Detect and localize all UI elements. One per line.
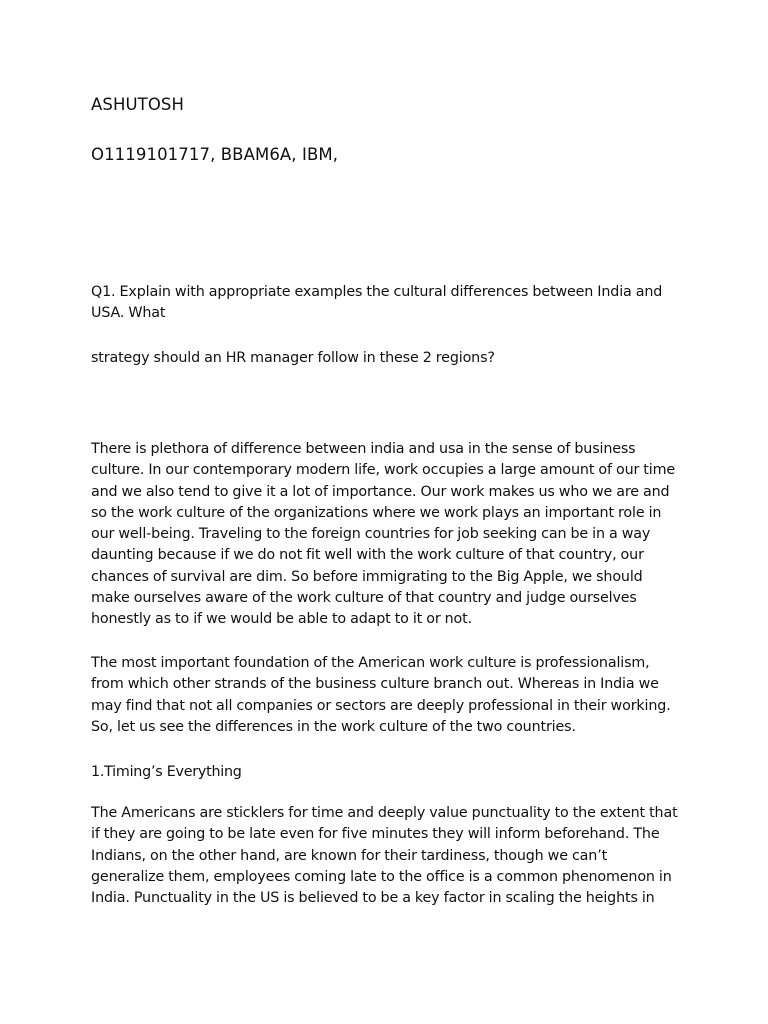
- section-title-timing: 1.Timing’s Everything: [91, 764, 242, 780]
- body-paragraph-1: There is plethora of difference between india and usa in the sense of business culture. In our contemporary modern life, work occupies a large amount of our time and we also tend to give it a lot of importance. Our work makes us who we are and so the work culture of the organizations where we work plays an important role in our well-being. Traveling to the foreign countries for job seeking can be in a way daunting because if we do not fit well with the work culture of that country, our chances of survival are dim. So before immigrating to the Big Apple, we should make ourselves aware of the work culture of that country and judge ourselves honestly as to if we would be able to adapt to it or not.: [91, 441, 675, 628]
- body-paragraph-2: The most important foundation of the American work culture is professionalism, from which other strands of the business culture branch out. Whereas in India we may find that not all companies or sectors are deeply professional in their working. So, let us see the differences in the work culture of the two countries.: [91, 655, 671, 735]
- question-line-1: Q1. Explain with appropriate examples the cultural differences between India and USA. What: [91, 284, 663, 322]
- question-line-2: strategy should an HR manager follow in these 2 regions?: [91, 350, 495, 366]
- body-paragraph-3: The Americans are sticklers for time and deeply value punctuality to the extent that if they are going to be late even for five minutes they will inform beforehand. The Indians, on the other hand, are known for their tardiness, though we can’t generalize them, employees coming late to the office is a common phenomenon in India. Punctuality in the US is believed to be a key factor in scaling the heights in: [91, 805, 678, 907]
- author-name: ASHUTOSH: [91, 95, 184, 114]
- author-details: O1119101717, BBAM6A, IBM,: [91, 145, 339, 164]
